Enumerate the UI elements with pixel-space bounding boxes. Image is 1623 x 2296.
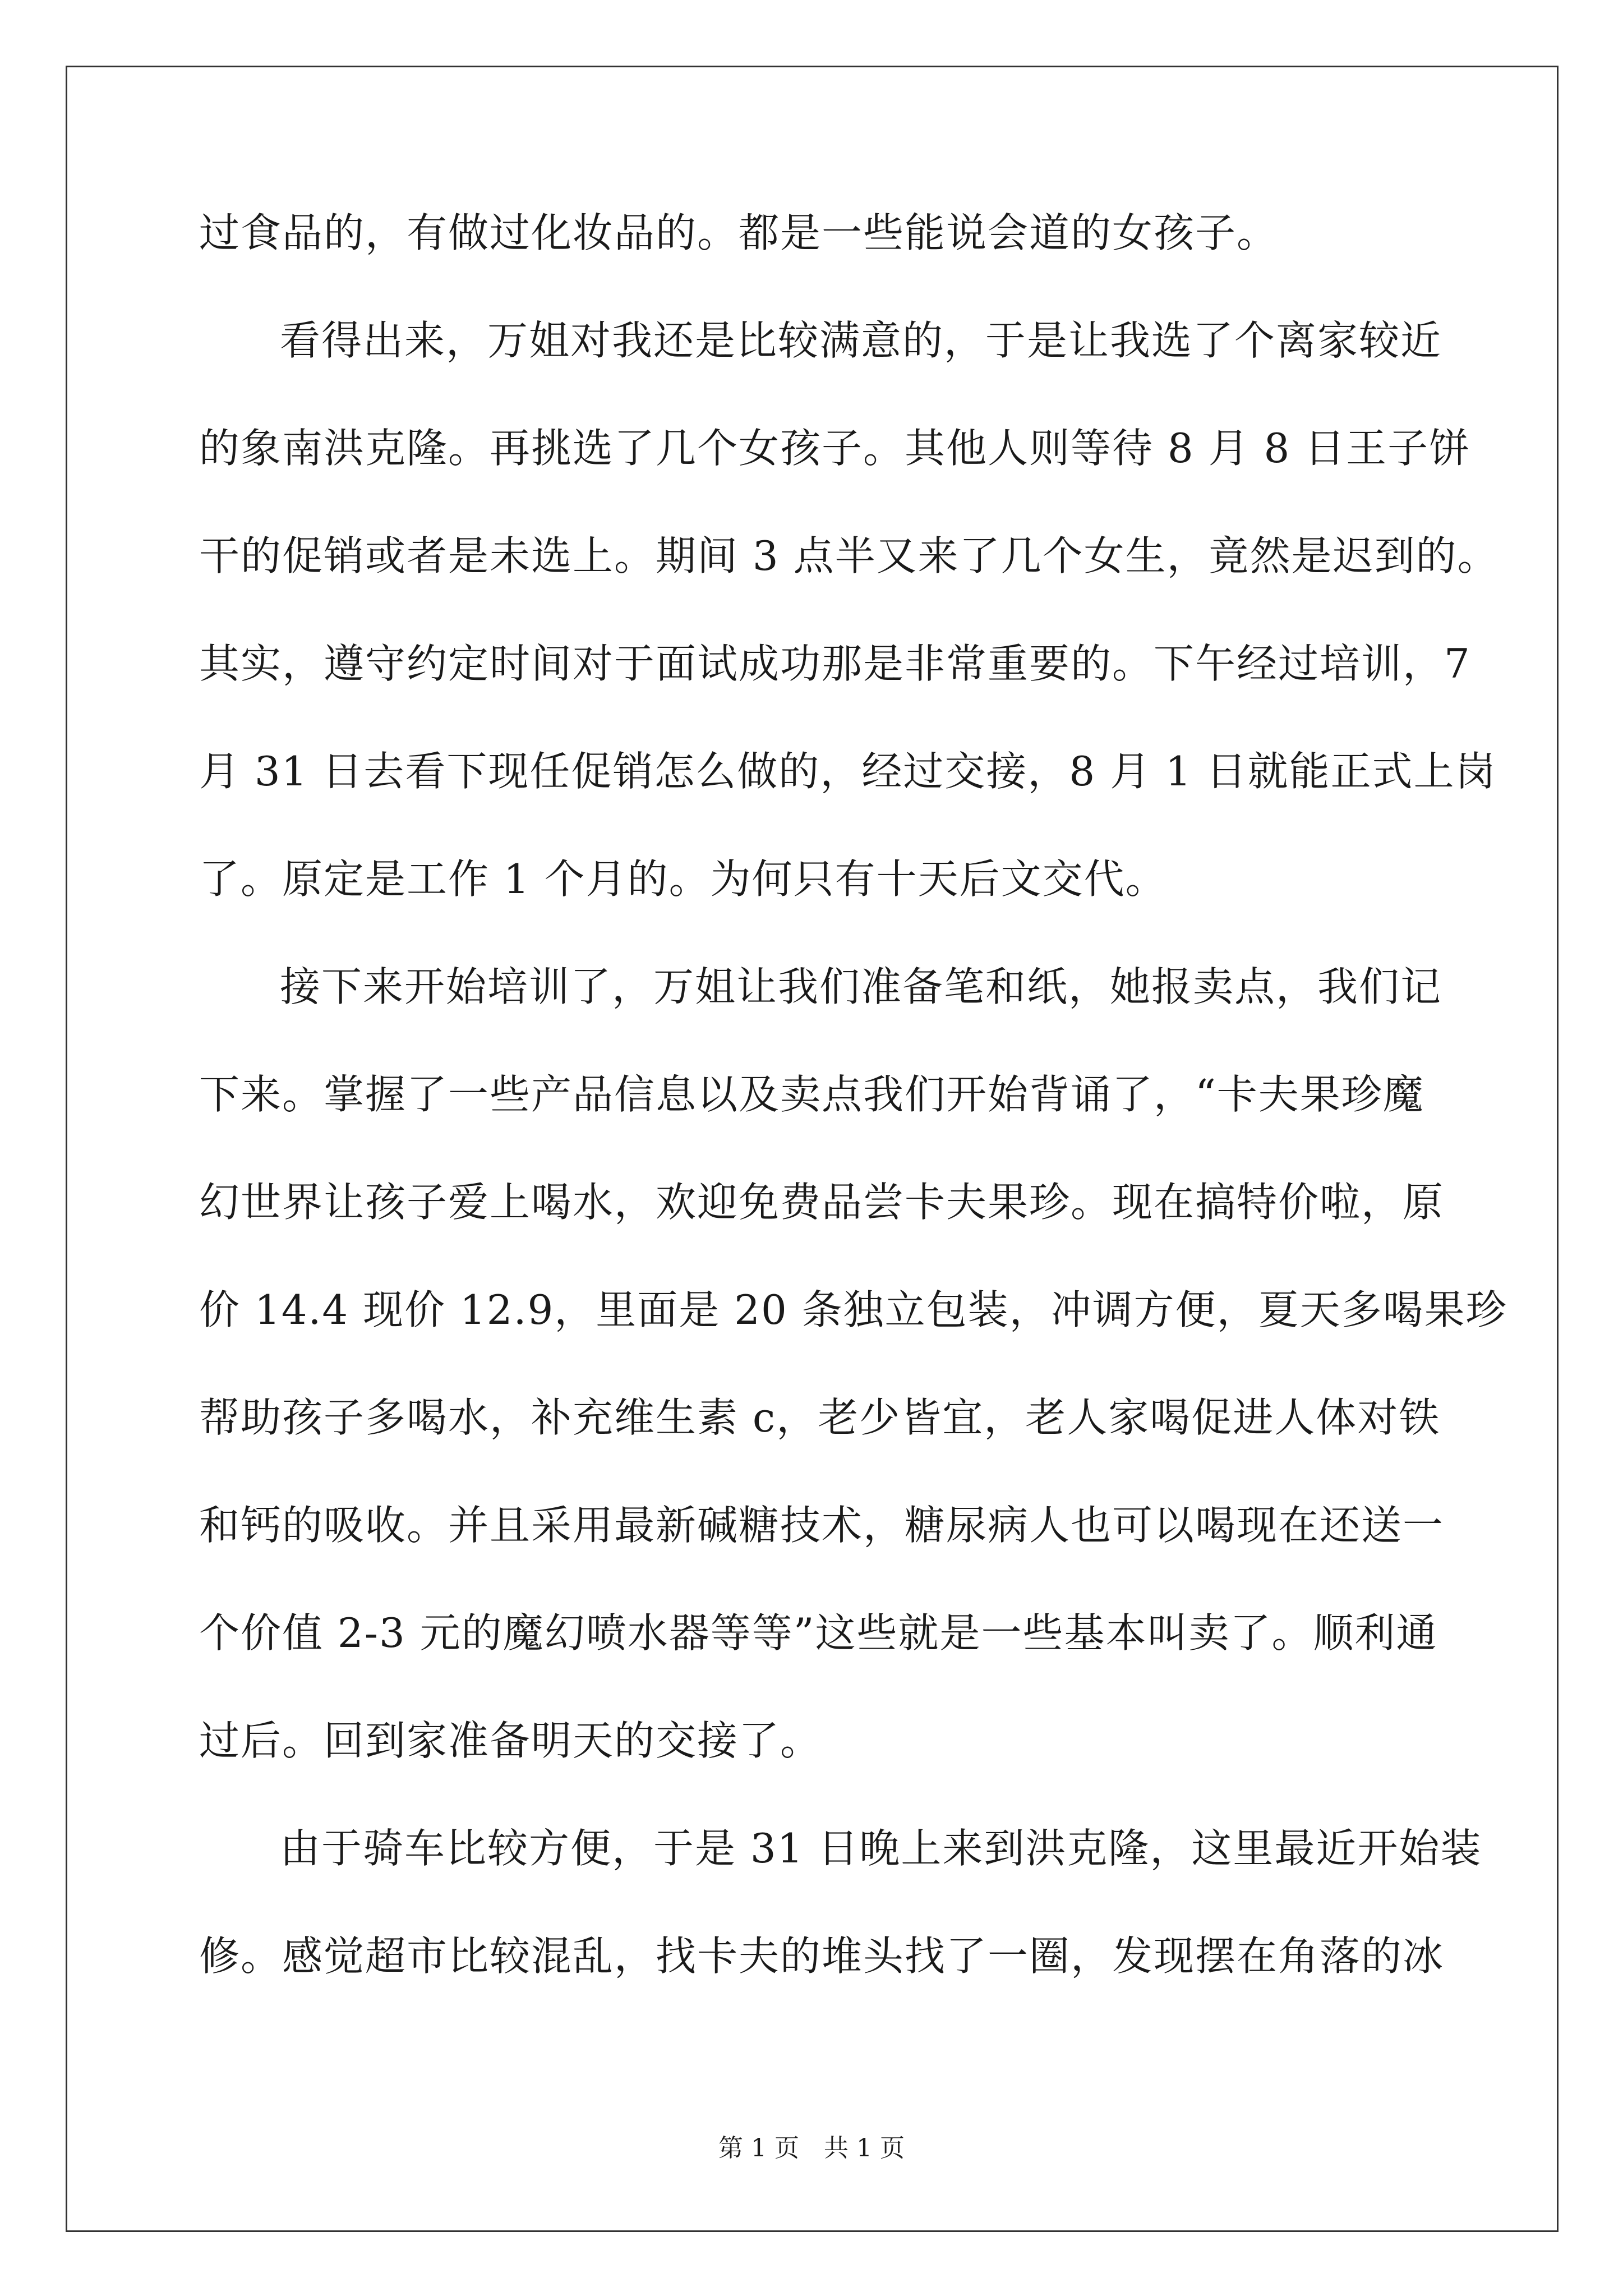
- text-line: 过后。回到家准备明天的交接了。: [199, 1717, 822, 1764]
- page-footer: 第 1 页 共 1 页: [718, 2134, 905, 2162]
- text-line: 帮助孩子多喝水，补充维生素 c，老少皆宜，老人家喝促进人体对铁: [199, 1394, 1441, 1441]
- text-line: 看得出来，万姐对我还是比较满意的，于是让我选了个离家较近: [280, 317, 1442, 364]
- text-line: 了。原定是工作 1 个月的。为何只有十天后文交代。: [199, 855, 1167, 903]
- text-line: 的象南洪克隆。再挑选了几个女孩子。其他人则等待 8 月 8 日王子饼: [199, 425, 1471, 472]
- text-line: 价 14.4 现价 12.9，里面是 20 条独立包装，冲调方便，夏天多喝果珍: [199, 1286, 1507, 1333]
- text-line: 由于骑车比较方便，于是 31 日晚上来到洪克隆，这里最近开始装: [280, 1825, 1482, 1872]
- text-line: 个价值 2-3 元的魔幻喷水器等等”这些就是一些基本叫卖了。顺利通: [199, 1609, 1438, 1657]
- text-line: 其实，遵守约定时间对于面试成功那是非常重要的。下午经过培训，7: [199, 640, 1471, 687]
- text-line: 和钙的吸收。并且采用最新碱糖技术，糖尿病人也可以喝现在还送一: [199, 1502, 1445, 1549]
- text-line: 接下来开始培训了，万姐让我们准备笔和纸，她报卖点，我们记: [280, 963, 1442, 1010]
- text-line: 干的促销或者是未选上。期间 3 点半又来了几个女生，竟然是迟到的。: [199, 532, 1499, 579]
- text-line: 幻世界让孩子爱上喝水，欢迎免费品尝卡夫果珍。现在搞特价啦，原: [199, 1179, 1445, 1226]
- page-border: [66, 66, 1559, 2232]
- text-line: 过食品的，有做过化妆品的。都是一些能说会道的女孩子。: [199, 209, 1279, 256]
- text-line: 修。感觉超市比较混乱，找卡夫的堆头找了一圈，发现摆在角落的冰: [199, 1932, 1445, 1980]
- text-line: 月 31 日去看下现任促销怎么做的，经过交接，8 月 1 日就能正式上岗: [199, 748, 1497, 795]
- text-line: 下来。掌握了一些产品信息以及卖点我们开始背诵了，“卡夫果珍魔: [199, 1071, 1424, 1118]
